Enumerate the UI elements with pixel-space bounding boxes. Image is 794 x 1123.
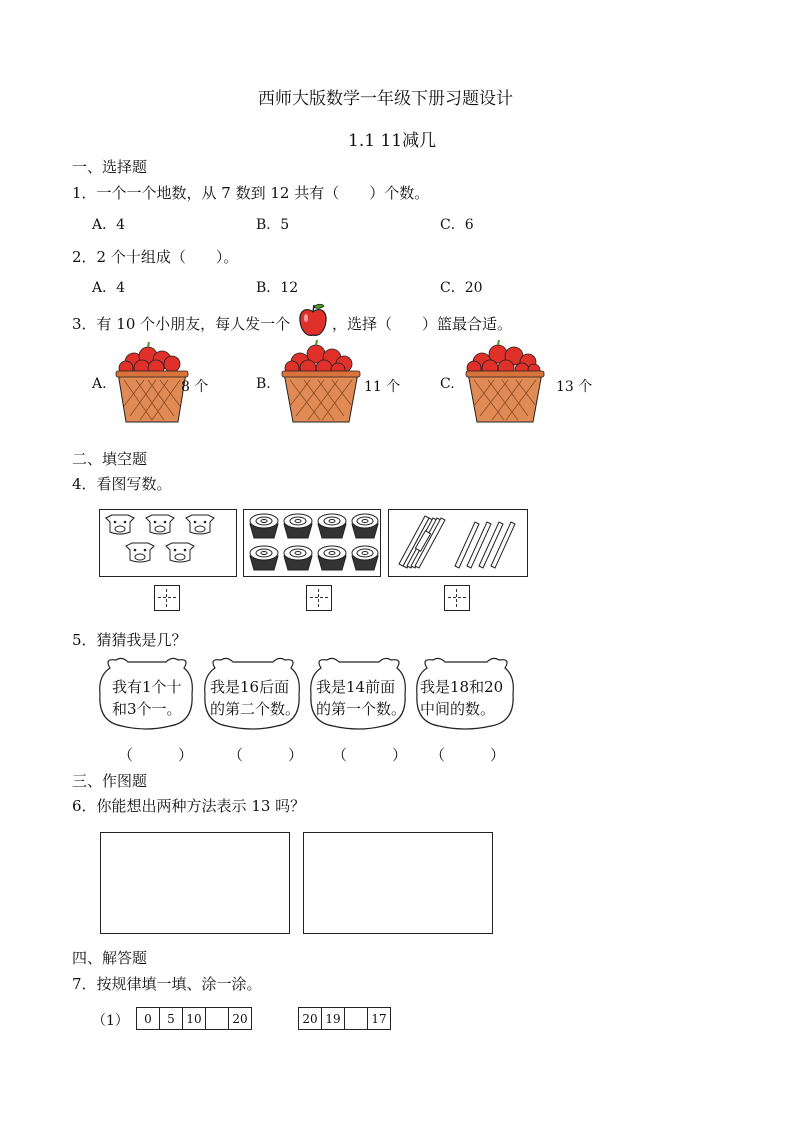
sequence-table-1 (136, 1007, 252, 1030)
section-heading-fill: 二、填空题 (72, 450, 148, 468)
question-1: 1．一个一个地数，从 7 数到 12 共有（ ）个数。 (72, 184, 430, 202)
seq1-cell: 0 (137, 1008, 160, 1030)
seq2-cell: 19 (322, 1008, 345, 1030)
picture-box-cows (99, 509, 237, 577)
q2-option-c[interactable]: C．20 (440, 280, 483, 296)
section-heading-choice: 一、选择题 (72, 158, 148, 176)
bubble-4-answer[interactable]: （ ） (430, 746, 506, 764)
bubble-3-line2: 的第一个数。 (316, 700, 407, 718)
question-5: 5．猜猜我是几？ (72, 631, 187, 649)
question-3-start: 3．有 10 个小朋友，每人发一个 (72, 315, 291, 333)
question-4: 4．看图写数。 (72, 475, 172, 493)
bubble-2-line2: 的第二个数。 (210, 700, 301, 718)
apple-basket-icon (112, 340, 192, 426)
page-title: 西师大版数学一年级下册习题设计 (258, 89, 513, 109)
bubble-3-line1: 我是14前面 (316, 678, 396, 696)
drawing-area-1[interactable] (100, 832, 290, 934)
q3-option-b-label[interactable]: B. (256, 376, 271, 392)
bubble-3-answer[interactable]: （ ） (332, 746, 408, 764)
bubble-2-line1: 我是16后面 (210, 678, 290, 696)
q3-option-a-count: 8 个 (181, 379, 209, 395)
answer-box-cows[interactable] (154, 585, 180, 611)
q1-option-c[interactable]: C．6 (440, 217, 474, 233)
answer-box-cakes[interactable] (306, 585, 332, 611)
seq1-cell: 5 (160, 1008, 183, 1030)
page-subtitle: 1.1 11减几 (348, 131, 437, 151)
seq1-blank-cell[interactable] (206, 1008, 229, 1030)
q1-option-a[interactable]: A．4 (92, 217, 126, 233)
section-heading-drawing: 三、作图题 (72, 772, 148, 790)
bubble-2-answer[interactable]: （ ） (228, 746, 304, 764)
bubble-4-line2: 中间的数。 (420, 700, 496, 718)
q1-option-b[interactable]: B．5 (256, 217, 290, 233)
seq1-cell: 20 (229, 1008, 252, 1030)
drawing-area-2[interactable] (303, 832, 493, 934)
picture-box-sticks (388, 509, 528, 577)
seq2-cell: 20 (299, 1008, 322, 1030)
bubble-4-line1: 我是18和20 (420, 678, 504, 696)
q2-option-a[interactable]: A．4 (92, 280, 126, 296)
seq2-cell: 17 (368, 1008, 391, 1030)
apple-basket-icon (278, 340, 364, 426)
seq2-blank-cell[interactable] (345, 1008, 368, 1030)
question-7: 7．按规律填一填、涂一涂。 (72, 975, 262, 993)
question-3-end: ，选择（ ）篮最合适。 (332, 315, 513, 333)
q3-option-c-count: 13 个 (556, 379, 593, 395)
stick-bundle-icon (389, 510, 527, 576)
apple-icon (297, 303, 329, 339)
cow-icon (106, 515, 214, 562)
question-6: 6．你能想出两种方法表示 13 吗？ (72, 797, 306, 815)
seq1-cell: 10 (183, 1008, 206, 1030)
answer-box-sticks[interactable] (444, 585, 470, 611)
section-heading-answer: 四、解答题 (72, 949, 148, 967)
sequence-table-2 (298, 1007, 391, 1030)
cake-icon (244, 510, 380, 576)
apple-basket-icon (462, 340, 548, 426)
question-2: 2．2 个十组成（ ）。 (72, 248, 239, 266)
q3-option-a-label[interactable]: A. (92, 376, 107, 392)
bubble-1-answer[interactable]: （ ） (118, 746, 194, 764)
q3-option-c-label[interactable]: C. (440, 376, 455, 392)
q2-option-b[interactable]: B．12 (256, 280, 299, 296)
bubble-1-line1: 我有1个十 (112, 678, 182, 696)
q7-part-label: （1） (92, 1013, 129, 1029)
bubble-1-line2: 和3个一。 (112, 700, 182, 718)
q3-option-b-count: 11 个 (364, 379, 401, 395)
picture-box-cakes (243, 509, 381, 577)
